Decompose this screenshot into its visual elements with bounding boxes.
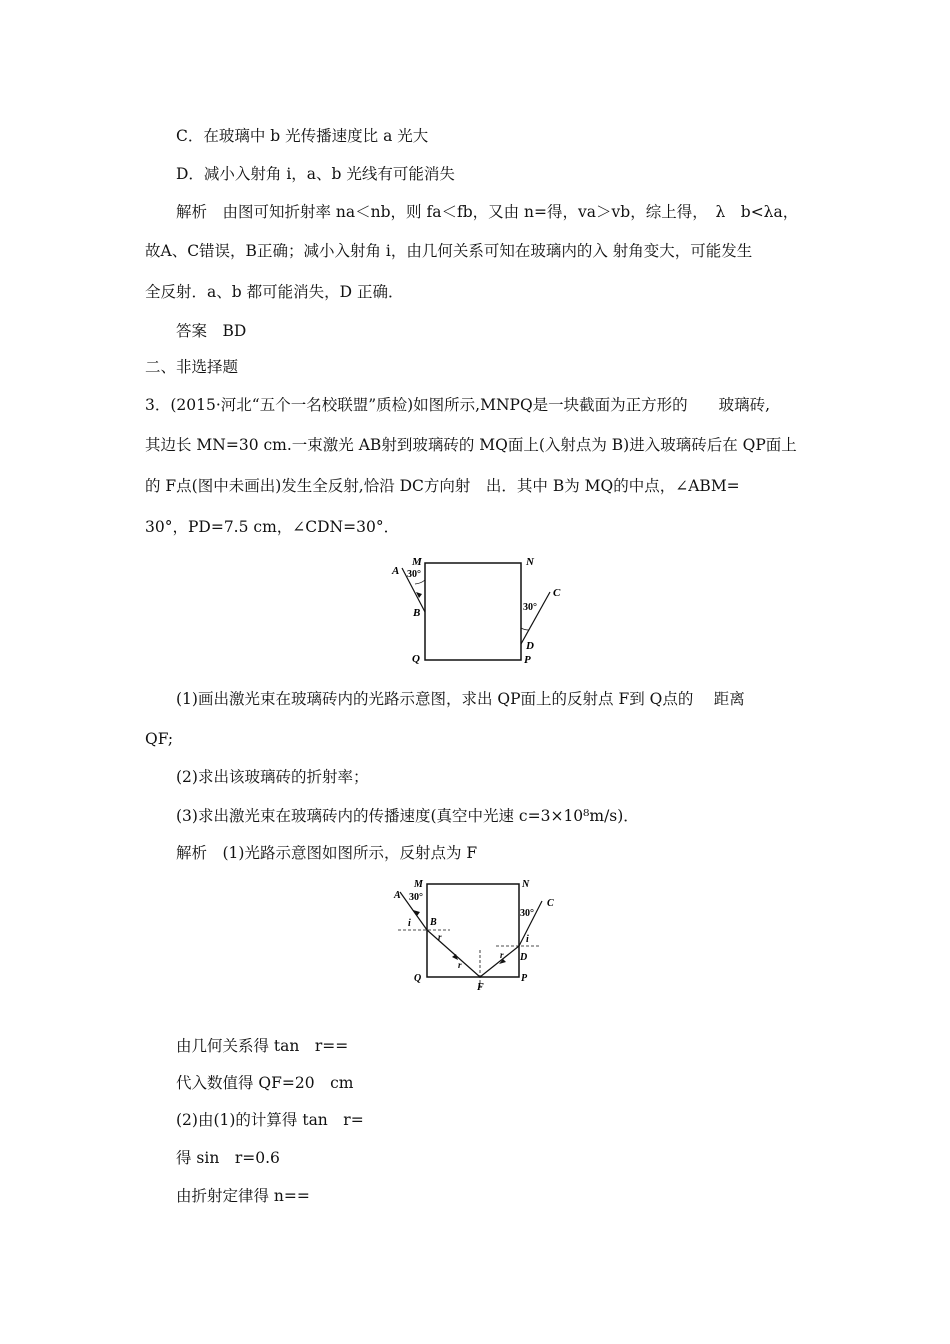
option-c: C．在玻璃中 b 光传播速度比 a 光大	[176, 127, 429, 145]
label-B: B	[430, 917, 437, 928]
label-C: C	[547, 898, 554, 909]
equation-5: 由折射定律得 n==	[176, 1187, 310, 1205]
analysis-line-1: 解析 由图可知折射率 na＜nb，则 fa＜fb，又由 n=得，va＞vb，综上得， λ b<λa，	[176, 203, 799, 221]
angle-arc-cdn	[521, 628, 529, 630]
label-C: C	[553, 587, 561, 599]
label-r-right: r	[500, 950, 504, 960]
label-P: P	[524, 654, 531, 666]
label-P: P	[521, 973, 528, 984]
section-heading: 二、非选择题	[145, 358, 239, 376]
figure-glass-brick	[380, 550, 580, 670]
label-D: D	[520, 952, 528, 963]
equation-1: 由几何关系得 tan r==	[176, 1037, 349, 1055]
square-mnpq	[427, 884, 519, 977]
answer: 答案 BD	[176, 322, 247, 340]
label-angle-30-top: 30°	[407, 569, 421, 580]
question-3-line-1: 3．(2015·河北“五个一名校联盟”质检)如图所示,MNPQ是一块截面为正方形的 玻璃砖,	[145, 396, 771, 414]
label-angle-30-top: 30°	[409, 892, 423, 903]
label-angle-30-right: 30°	[523, 602, 537, 613]
question-3-line-4: 30°，PD=7.5 cm，∠CDN=30°．	[145, 518, 400, 536]
equation-4: 得 sin r=0.6	[176, 1149, 280, 1167]
analysis-line-3: 全反射．a、b 都可能消失，D 正确．	[145, 283, 404, 301]
square-mnpq	[425, 563, 521, 660]
label-M: M	[414, 879, 423, 890]
arrow-ab	[413, 910, 420, 916]
label-N: N	[522, 879, 530, 890]
label-F: F	[477, 982, 484, 993]
question-3-line-2: 其边长 MN=30 cm.一束激光 AB射到玻璃砖的 MQ面上(入射点为 B)进入玻璃砖后在 QP面上	[145, 436, 797, 454]
sub-question-2: (2)求出该玻璃砖的折射率；	[176, 768, 369, 786]
equation-2: 代入数值得 QF=20 cm	[176, 1074, 354, 1092]
sub-question-1-line-2: QF;	[145, 730, 174, 748]
figure-light-path	[390, 874, 570, 998]
question-3-line-3: 的 F点(图中未画出)发生全反射,恰沿 DC方向射 出．其中 B为 MQ的中点，∠ABM=	[145, 477, 740, 495]
equation-3: (2)由(1)的计算得 tan r=	[176, 1111, 364, 1129]
analysis-line-2: 故A、C错误，B正确；减小入射角 i，由几何关系可知在玻璃内的入 射角变大，可能发生	[145, 242, 753, 260]
label-angle-30-right: 30°	[520, 908, 534, 919]
label-r-left: r	[438, 932, 442, 942]
label-A: A	[394, 890, 401, 901]
refracted-ray-bf	[427, 930, 480, 977]
label-Q: Q	[414, 973, 422, 984]
label-A: A	[392, 565, 400, 577]
label-Q: Q	[412, 653, 420, 665]
label-M: M	[412, 556, 422, 568]
label-N: N	[526, 556, 534, 568]
option-d: D．减小入射角 i，a、b 光线有可能消失	[176, 165, 455, 183]
sub-question-1-line-1: (1)画出激光束在玻璃砖内的光路示意图，求出 QP面上的反射点 F到 Q点的 距离	[176, 690, 745, 708]
exit-ray-dc	[521, 592, 550, 644]
label-i-left: i	[408, 918, 411, 929]
sub-question-3: (3)求出激光束在玻璃砖内的传播速度(真空中光速 c=3×10⁸m/s)．	[176, 807, 639, 825]
label-B: B	[413, 607, 421, 619]
label-r-bottom: r	[458, 960, 462, 970]
angle-arc-abm	[415, 580, 425, 584]
label-D: D	[526, 640, 534, 652]
label-i-right: i	[526, 934, 529, 945]
solution-intro: 解析 (1)光路示意图如图所示，反射点为 F	[176, 844, 478, 862]
